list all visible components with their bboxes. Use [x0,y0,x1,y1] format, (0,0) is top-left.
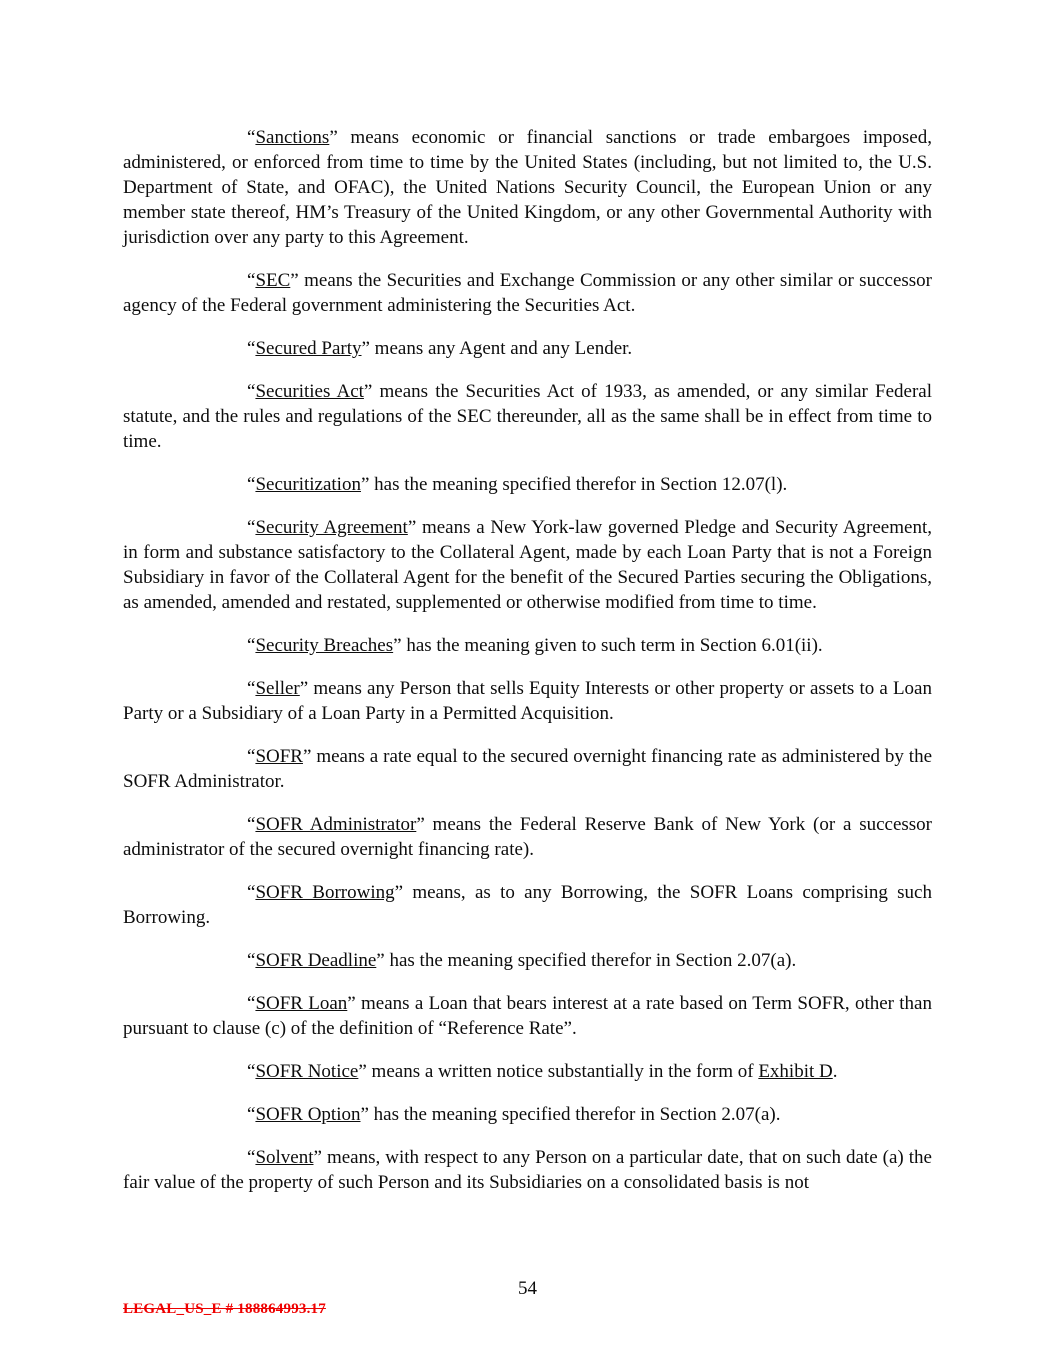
definition-text: “ [247,882,256,903]
definition-text: ” has the meaning specified therefor in Section 2.07(a). [376,950,797,971]
defined-term: SOFR [255,746,303,767]
definition-text: ” means a Loan that bears interest at a rate based on Term SOFR, other than pursuant to clause (c) of the definition of “Reference Rate”. [123,993,932,1039]
definition-text: ” means, as to any Borrowing, the SOFR Loans comprising such Borrowing. [123,882,932,928]
definitions-list [123,125,932,1213]
definition-text: “ [247,746,256,767]
defined-term: SOFR Administrator [255,814,417,835]
definition-paragraph [123,744,932,794]
defined-term: Securitization [255,474,361,495]
definition-text: “ [247,950,256,971]
definition-paragraph [123,812,932,862]
definition-text: ” means any Agent and any Lender. [361,338,633,359]
defined-term: SOFR Loan [255,993,348,1014]
definition-text: “ [247,635,256,656]
defined-term: SOFR Deadline [255,950,377,971]
definition-text: “ [247,338,256,359]
definition-text: ” has the meaning specified therefor in Section 2.07(a). [360,1104,781,1125]
definition-paragraph [123,515,932,615]
definition-paragraph [123,1059,932,1084]
definition-text: ” means economic or financial sanctions or trade embargoes imposed, administered, or enforced from time to time by the United States (including, but not limited to, the U.S. Department of State, and OFAC), the United Nations Security Council, the European Union or any member state thereof, HM’s Treasury of the United Kingdom, or any other Governmental Authority with jurisdiction over any party to this Agreement. [123,127,932,248]
definition-text: “ [247,1147,256,1168]
defined-term: Exhibit D [758,1061,833,1082]
definition-paragraph [123,472,932,497]
definition-text: “ [247,678,256,699]
definition-paragraph [123,1145,932,1195]
defined-term: Sanctions [255,127,330,148]
defined-term: Security Agreement [255,517,408,538]
definition-paragraph [123,125,932,250]
definition-text: ” means the Securities Act of 1933, as amended, or any similar Federal statute, and the rules and regulations of the SEC thereunder, all as the same shall be in effect from time to time. [123,381,932,452]
definition-text: ” means any Person that sells Equity Interests or other property or assets to a Loan Party or a Subsidiary of a Loan Party in a Permitted Acquisition. [123,678,932,724]
definition-text: . [832,1061,838,1082]
page-number: 54 [518,1278,537,1299]
defined-term: Securities Act [255,381,364,402]
definition-paragraph [123,1102,932,1127]
definition-paragraph [123,633,932,658]
definition-text: ” has the meaning given to such term in Section 6.01(ii). [393,635,823,656]
definition-text: “ [247,270,256,291]
definition-text: ” means, with respect to any Person on a particular date, that on such date (a) the fair value of the property of such Person and its Subsidiaries on a consolidated basis is not [123,1147,932,1193]
definition-text: “ [247,1061,256,1082]
definition-paragraph [123,379,932,454]
defined-term: Seller [255,678,300,699]
definition-text: ” means a New York-law governed Pledge and Security Agreement, in form and substance satisfactory to the Collateral Agent, made by each Loan Party that is not a Foreign Subsidiary in favor of the Collateral Agent for the benefit of the Secured Parties securing the Obligations, as amended, amended and restated, supplemented or otherwise modified from time to time. [123,517,932,613]
definition-text: “ [247,127,256,148]
defined-term: Solvent [255,1147,314,1168]
definition-text: “ [247,474,256,495]
definition-text: “ [247,993,256,1014]
definition-paragraph [123,880,932,930]
definition-paragraph [123,336,932,361]
definition-paragraph [123,268,932,318]
definition-paragraph [123,948,932,973]
definition-paragraph [123,991,932,1041]
definition-text: “ [247,381,256,402]
definition-text: “ [247,517,256,538]
defined-term: Security Breaches [255,635,394,656]
defined-term: SOFR Borrowing [255,882,395,903]
definition-text: ” means a rate equal to the secured overnight financing rate as administered by the SOFR Administrator. [123,746,932,792]
definition-text: ” means the Securities and Exchange Commission or any other similar or successor agency of the Federal government administering the Securities Act. [123,270,932,316]
definition-text: ” has the meaning specified therefor in Section 12.07(l). [360,474,788,495]
defined-term: SOFR Notice [255,1061,359,1082]
defined-term: SEC [255,270,291,291]
definition-text: “ [247,814,256,835]
definition-text: ” means the Federal Reserve Bank of New York (or a successor administrator of the secured overnight financing rate). [123,814,933,860]
definition-paragraph [123,676,932,726]
definition-text: “ [247,1104,256,1125]
defined-term: Secured Party [255,338,362,359]
definition-text: ” means a written notice substantially in the form of [358,1061,759,1082]
defined-term: SOFR Option [255,1104,361,1125]
document-control-number: LEGAL_US_E # 188864993.17 [123,1301,326,1317]
